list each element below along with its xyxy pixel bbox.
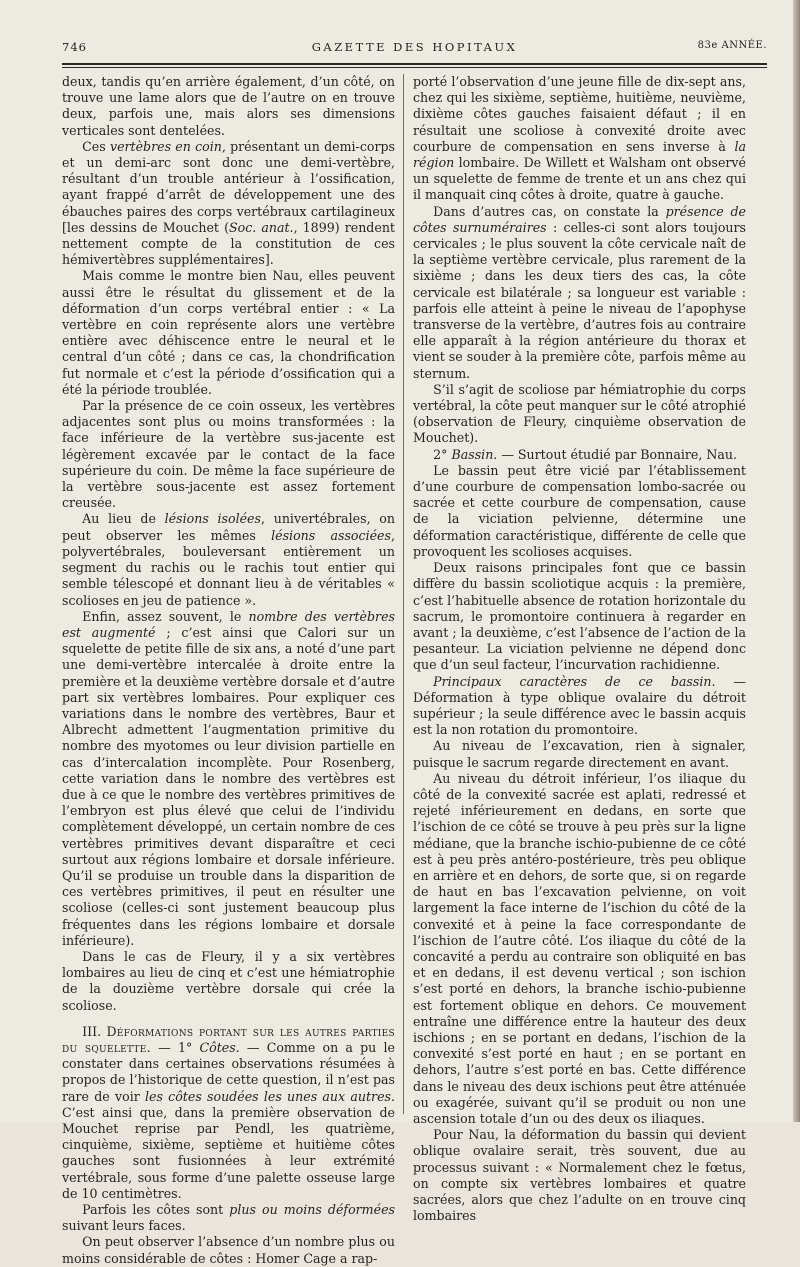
paragraph: [413, 204, 746, 382]
emphasis: plus ou moins déformées: [229, 1202, 395, 1218]
emphasis: Principaux caractères de ce bassin.: [433, 673, 716, 689]
paragraph: [62, 609, 395, 949]
emphasis: nombre des vertèbres est augmenté: [62, 608, 395, 640]
text-run: ; c’est ainsi que Calori sur un squelette de petite fille de six ans, a noté d’une part une demi-vertèbre intercalée à droite entre la première et la deuxième vertèbre dorsale et d’autre part six vertèbres lombaires. Pour expliquer ces variations dans le nombre des vertèbres, Baur et Albrecht admettent l’augmentation primitive du nombre des myotomes ou leur division partielle en cas d’intercalation incomplète. Pour Rosenberg, cette variation dans le nombre des vertèbres est due à ce que le nombre des vertèbres primitives de l’embryon est plus élevé que celui de l’individu complètement développé, un certain nombre de ces vertèbres primitives devant disparaître et ceci surtout aux régions lombaire et dorsale inférieure. Qu’il se produise un trouble dans la disparition de ces vertèbres primitives, il peut en résulter une scoliose (celles-ci sont justement beaucoup plus fréquentes dans les régions lombaire et dorsale inférieure).: [62, 624, 396, 948]
text-run: — Comme on a pu le constater dans certaines observations résumées à propos de l’historique de cette question, il n’est pas rare de voir: [62, 1039, 395, 1104]
journal-title: GAZETTE DES HOPITAUX: [311, 40, 518, 54]
paragraph: Au niveau du détroit inférieur, l’os iliaque du côté de la convexité sacrée est aplati, redressé et rejeté inférieurement en dedans, en sorte que l’ischion de ce côté se trouve à peu près sur la ligne médiane, que la branche ischio-pubienne de ce côté est à peu près antéro-postérieure, très peu oblique en arrière et en dehors, de sorte que, si on regarde de haut en bas l’excavation pelvienne, on voit largement la face interne de l’ischion du côté de la convexité et à peine la face correspondante de l’ischion de l’autre côté. L’os iliaque du côté de la concavité a perdu au contraire son obliquité en bas et en dedans, il est devenu vertical ; son ischion s’est porté en dehors, la branche ischio-pubienne est fortement oblique en dehors. Ce mouvement entraîne une différence entre la hauteur des deux ischions ; en se portant en dedans, l’ischion de la convexité s’est porté en haut ; en se portant en dehors, l’autre s’est porté en bas. Cette différence dans le niveau des deux ischions peut être atténuée ou exagérée, suivant qu’il se produit ou non une ascension totale d’un ou des deux os iliaques.: [413, 770, 746, 1126]
text-run: , polyvertébrales, bouleversant entièrement un segment du rachis ou le rachis tout entier qui semble télescopé et donnant lieu à de véritables « scolioses en jeu de patience ».: [62, 527, 395, 608]
subsection-title: Côtes.: [199, 1039, 240, 1055]
paragraph: Pour Nau, la déformation du bassin qui devient oblique ovalaire serait, très souvent, due au processus suivant : « Normalement chez le fœtus, on compte six vertèbres lombaires et quatre sacrées, alors que chez l’adulte on en trouve cinq lombaires: [413, 1127, 746, 1224]
column-divider: [403, 74, 404, 1114]
paragraph: [62, 511, 395, 608]
header-rule-thick: [62, 63, 767, 65]
emphasis: la région: [413, 138, 746, 171]
text-run: suivant leurs faces.: [62, 1218, 186, 1234]
text-run: — Déformation à type oblique ovalaire du détroit supérieur ; la seule différence avec le bassin acquis est la non rotation du promontoire.: [413, 673, 746, 738]
paragraph: [62, 139, 395, 269]
paragraph: [413, 674, 746, 739]
paragraph: [413, 74, 746, 204]
section-heading-paragraph: [62, 1024, 395, 1202]
page-number: 746: [62, 40, 87, 54]
paragraph: Au niveau de l’excavation, rien à signaler, puisque le sacrum regarde directement en avant.: [413, 738, 746, 770]
emphasis: lésions associées: [271, 527, 391, 543]
paragraph: Par la présence de ce coin osseux, les vertèbres adjacentes sont plus ou moins transformées : la face inférieure de la vertèbre sus-jacente est légèrement excavée par le contact de la face supérieure du coin. De même la face supérieure de la vertèbre sous-jacente est assez fortement creusée.: [62, 398, 395, 511]
paragraph: Mais comme le montre bien Nau, elles peuvent aussi être le résultat du glissement et de la déformation d’un corps vertébral entier : « La vertèbre en coin représente alors une vertèbre entière avec déhiscence entre le neural et le central d’un côté ; dans ce cas, la chondrification fut normale et c’est la période d’ossification qui a été la période troublée.: [62, 268, 395, 397]
citation: Soc. anat.: [229, 219, 294, 235]
text-run: Au lieu de: [82, 511, 165, 527]
text-run: porté l’observation d’une jeune fille de dix-sept ans, chez qui les sixième, septième, huitième, neuvième, dixième côtes gauches faisaient défaut ; il en résultait une scoliose à convexité droite avec courbure de compensation en sens inverse à: [413, 74, 746, 154]
emphasis: vertèbres en coin,: [109, 138, 226, 154]
text-run: , univertébrales, on peut observer les mêmes: [62, 511, 396, 543]
text-run: C’est ainsi que, dans la première observation de Mouchet reprise par Pendl, les quatrième, cinquième, sixième, septième et huitième côtes gauches sont fusionnées à leur extrémité vertébrale, sous forme d’une palette osseuse large de 10 centimètres.: [62, 1104, 395, 1201]
header-rule-thin: [62, 67, 767, 68]
text-run: Parfois les côtes sont: [82, 1202, 230, 1218]
text-run: — Surtout étudié par Bonnaire, Nau.: [497, 446, 737, 462]
text-run: Enfin, assez souvent, le: [82, 608, 249, 624]
paragraph: Dans le cas de Fleury, il y a six vertèbres lombaires au lieu de cinq et c’est une hémiatrophie de la douzième vertèbre dorsale qui crée la scoliose.: [62, 948, 395, 1013]
paragraph: Le bassin peut être vicié par l’établissement d’une courbure de compensation lombo-sacrée ou sacrée et cette courbure de compensation, cause de la viciation pelvienne, détermine une déformation caractéristique, différente de celle que provoquent les scolioses acquises.: [413, 462, 746, 559]
paragraph: [413, 447, 746, 463]
paragraph: S’il s’agit de scoliose par hémiatrophie du corps vertébral, la côte peut manquer sur le côté atrophié (observation de Fleury, cinquième observation de Mouchet).: [413, 381, 746, 446]
text-run: Dans d’autres cas, on constate la: [433, 203, 666, 219]
text-run: , 1899) rendent nettement compte de la constitution de ces hémivertèbres supplémentaires].: [62, 219, 395, 268]
left-column: [62, 74, 396, 1266]
year-label: 83e ANNÉE.: [697, 40, 767, 51]
text-run: 2°: [433, 446, 452, 462]
paragraph: Deux raisons principales font que ce bassin diffère du bassin scoliotique acquis : la première, c’est l’habituelle absence de rotation horizontale du sacrum, le promontoire continuera à regarder en avant ; la deuxième, c’est l’absence de l’action de la pesanteur. La viciation pelvienne ne dépend donc que d’un seul facteur, l’incurvation rachidienne.: [413, 560, 746, 673]
paragraph: [62, 1202, 395, 1234]
running-header: [62, 40, 767, 58]
section-number: III.: [82, 1023, 107, 1039]
section-title: Déformations portant sur les autres parties du squelette.: [62, 1023, 395, 1055]
text-run: présentant un demi-corps et un demi-arc sont donc une demi-vertèbre, résultant d’un trouble antérieur à l’ossification, ayant frappé d’arrêt de développement une des ébauches paires des corps vertébraux cartilagineux [les dessins de Mouchet (: [62, 138, 395, 235]
emphasis: les côtes soudées les unes aux autres.: [144, 1088, 395, 1104]
right-column: [413, 74, 746, 1224]
paragraph: deux, tandis qu’en arrière également, d’un côté, on trouve une lame alors que de l’autre on en trouve deux, parfois une, mais alors ses dimensions verticales sont dentelées.: [62, 74, 395, 138]
text-run: Ces: [82, 138, 110, 154]
text-run: : celles-ci sont alors toujours cervicales ; le plus souvent la côte cervicale naît de la septième vertèbre cervicale, plus rarement de la sixième ; dans les deux tiers des cas, la côte cervicale est bilatérale ; sa longueur est variable : parfois elle atteint à peine le niveau de l’apophyse transverse de la vertèbre, d’autres fois au contraire elle apparaît à la région antérieure du thorax et vient se souder à la première côte, parfois même au sternum.: [413, 219, 746, 381]
page-edge-shadow: [793, 0, 800, 1122]
text-run: lombaire. De Willett et Walsham ont observé un squelette de femme de trente et un ans chez qui il manquait cinq côtes à droite, quatre à gauche.: [413, 155, 746, 203]
emphasis: lésions isolées: [164, 511, 261, 527]
paragraph: On peut observer l’absence d’un nombre plus ou moins considérable de côtes : Homer Cage a rap-: [62, 1234, 395, 1266]
emphasis: présence de côtes surnuméraires: [413, 203, 746, 235]
subsection-title: Bassin.: [451, 446, 498, 462]
text-run: — 1°: [150, 1039, 200, 1055]
